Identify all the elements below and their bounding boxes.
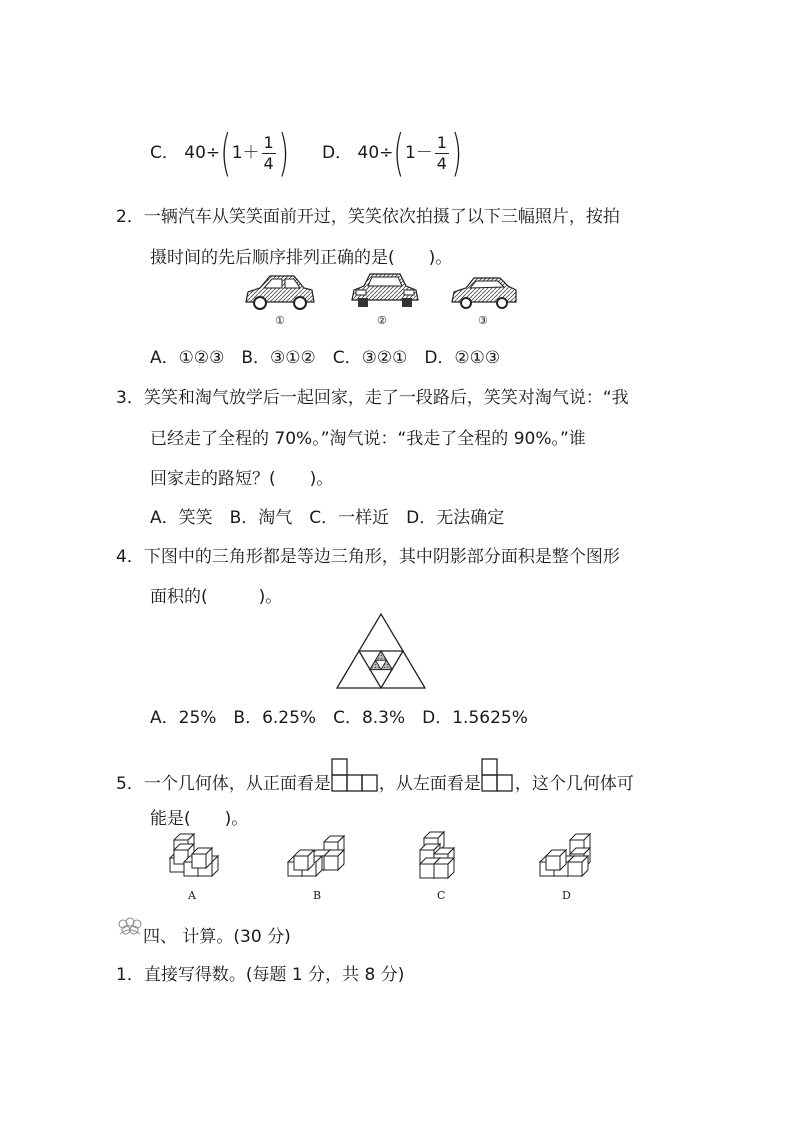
q4-line2: 面积的( )。 bbox=[150, 587, 283, 607]
q4-triangle-figure bbox=[335, 612, 427, 690]
car-photo-1 bbox=[246, 276, 314, 309]
q5-cube-options bbox=[160, 830, 600, 886]
q2-caption-2: ② bbox=[377, 314, 387, 327]
q5-text-part3: ，这个几何体可 bbox=[514, 774, 634, 794]
q5-text-part2: ，从左面看是 bbox=[378, 774, 481, 794]
q3-line3: 回家走的路短？( )。 bbox=[150, 469, 334, 489]
q4-options: A．25% B．6.25% C．8.3% D．1.5625% bbox=[150, 708, 528, 728]
car-photo-2 bbox=[352, 274, 418, 307]
q3-line2: 已经走了全程的 70%。”淘气说：“我走了全程的 90%。”谁 bbox=[150, 429, 586, 449]
q5-left-view-figure bbox=[481, 756, 515, 794]
q1-option-c-inner: 1＋ bbox=[231, 143, 260, 163]
q2-car-photos bbox=[242, 270, 522, 315]
q5-line2: 能是( )。 bbox=[150, 809, 249, 829]
q2-line1: 2．一辆汽车从笑笑面前开过，笑笑依次拍摄了以下三幅照片，按拍 bbox=[116, 207, 620, 227]
q1-fraction-c: $\frac{1}{4}$ bbox=[263, 132, 274, 173]
section4-title: 四、 计算。(30 分) bbox=[143, 927, 291, 947]
q5-caption-d: D bbox=[562, 889, 571, 902]
q5-option-d-figure bbox=[540, 834, 590, 876]
q2-options: A．①②③ B．③①② C．③②① D．②①③ bbox=[150, 348, 501, 368]
q1-options: C． 40÷(1＋ $\frac{1}{4}$ ) D． 40÷(1－ $\frac{1}{4}$ ) bbox=[150, 124, 463, 182]
q5-caption-a: A bbox=[188, 889, 196, 902]
q1-option-c-label: C． bbox=[150, 143, 179, 163]
section-decoration-icon bbox=[116, 916, 144, 938]
q2-line2: 摄时间的先后顺序排列正确的是( )。 bbox=[150, 248, 453, 268]
calc1-instruction: 1．直接写得数。(每题 1 分，共 8 分) bbox=[116, 965, 405, 985]
q1-option-d-inner: 1－ bbox=[404, 143, 433, 163]
q1-fraction-d: $\frac{1}{4}$ bbox=[436, 132, 447, 173]
car-photo-3 bbox=[452, 278, 516, 308]
q5-option-c-figure bbox=[420, 832, 454, 878]
q2-caption-3: ③ bbox=[478, 314, 488, 327]
q5-option-b-figure bbox=[288, 836, 344, 876]
q1-option-d-label: D． bbox=[322, 143, 353, 163]
q5-text-part1: 5．一个几何体，从正面看是 bbox=[116, 774, 331, 794]
q1-option-c-expr: 40÷ bbox=[184, 143, 221, 163]
q5-option-a-figure bbox=[170, 834, 218, 876]
q5-line1 bbox=[116, 756, 634, 794]
q5-caption-b: B bbox=[313, 889, 322, 902]
q5-front-view-figure bbox=[331, 756, 379, 794]
q4-line1: 4．下图中的三角形都是等边三角形，其中阴影部分面积是整个图形 bbox=[116, 547, 620, 567]
q3-line1: 3．笑笑和淘气放学后一起回家，走了一段路后，笑笑对淘气说：“我 bbox=[116, 388, 629, 408]
q3-options: A．笑笑 B．淘气 C．一样近 D．无法确定 bbox=[150, 508, 505, 528]
q2-caption-1: ① bbox=[275, 314, 285, 327]
q1-option-d-expr: 40÷ bbox=[357, 143, 394, 163]
q5-caption-c: C bbox=[437, 889, 446, 902]
